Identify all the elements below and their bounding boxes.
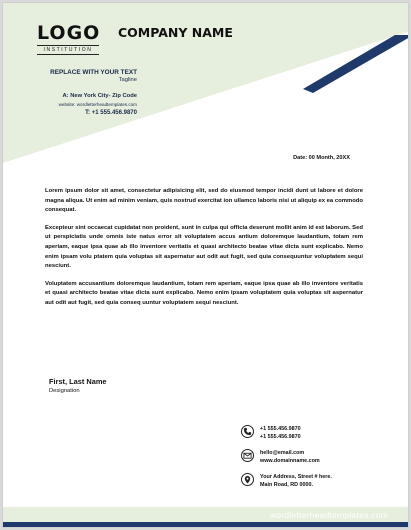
- tagline: Tagline: [118, 77, 137, 83]
- contact-email[interactable]: hello@email.com: [260, 450, 305, 456]
- sender-address: A: New York City- Zip Code: [62, 93, 137, 99]
- body-paragraph: Excepteur sint occaecat cupidatat non proident, sunt in culpa qui officia deserunt mollit anim id est laborum. Sed ut perspiciatis unde omnis iste natus error sit voluptatem accus antium doloremque laudantium, totam rem aperiam, eaque ipsa quae ab illo inventore veritatis et quasi architecto beatae vitae dicta sunt explicabo. Nemo enim ipsam volu ptatem quia voluptas sit aspernatur aut odit aut fugit, sed quia consequuntur voluptatem sequi nesciunt.: [45, 224, 363, 270]
- location-pin-icon: [241, 473, 254, 486]
- contact-phone-1: +1 555.456.9870: [260, 426, 301, 432]
- body-paragraph: Voluptatem accusantium doloremque laudantium, totam rem aperiam, eaque ipsa quae ab illo inventore veritatis et quasi architecto beatae vitae dicta sunt explicabo. Nemo enim ipsam voluptatem quia voluptas sit aspernatur aut odit aut fugit, sed quia conseq uuntur voluptatem sequi nesciunt.: [45, 280, 363, 306]
- contact-address-2: Main Road, RD 0000.: [260, 482, 314, 488]
- logo: [37, 23, 100, 55]
- contact-address-row: [239, 471, 389, 493]
- letter-date: Date: 00 Month, 20XX: [293, 155, 350, 161]
- body-paragraph: Lorem ipsum dolor sit amet, consectetur adipisicing elit, sed do eiusmod tempor incidi dunt ut labore et dolore magna aliqua. Ut enim ad minim veniam, quis nostrud exercitat ion ullamco laboris nisi ut aliquip ex ea commodo consequat.: [45, 188, 363, 214]
- contact-email-row: [239, 447, 389, 469]
- company-name: COMPANY NAME: [118, 25, 233, 40]
- letter-body: [45, 187, 363, 317]
- signer-designation: Designation: [49, 388, 80, 394]
- contact-block: [239, 423, 389, 495]
- phone-icon: [241, 425, 254, 438]
- footer-navy-bar: [3, 522, 409, 527]
- logo-text: LOGO: [37, 22, 101, 44]
- sender-phone: T: +1 555.456.9870: [85, 110, 137, 116]
- sender-website: website: wordletterheadtemplates.com: [58, 102, 137, 107]
- footer-band: [3, 507, 409, 527]
- mail-icon: [241, 449, 254, 462]
- letterhead-page: [2, 2, 409, 528]
- signature-block: [49, 377, 107, 394]
- sender-info: [31, 69, 137, 116]
- logo-subtitle: INSTITUTION: [37, 45, 99, 55]
- contact-web[interactable]: www.domainname.com: [260, 458, 320, 464]
- contact-address-1: Your Address, Street # here.: [260, 474, 332, 480]
- footer-watermark: wordletterheadtemplates.com: [269, 510, 388, 520]
- contact-phone-2: +1 555.456.9870: [260, 434, 301, 440]
- signer-name: First, Last Name: [49, 377, 107, 386]
- contact-phone-row: [239, 423, 389, 445]
- replace-text: REPLACE WITH YOUR TEXT: [50, 69, 137, 76]
